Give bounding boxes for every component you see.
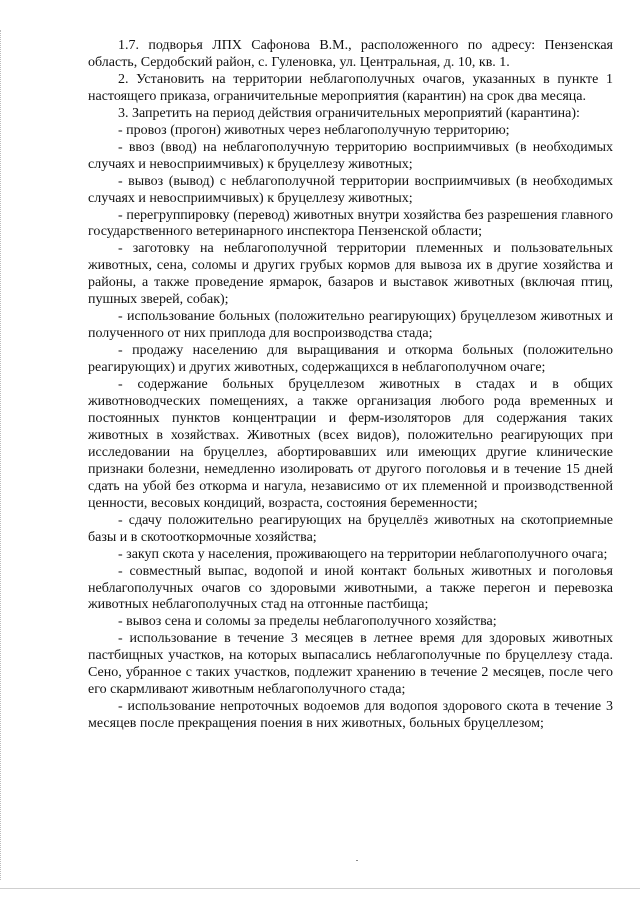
list-item-purchase-from-population: - закуп скота у населения, проживающего на территории неблагополучного очага;	[118, 546, 608, 562]
scan-edge-marks	[0, 30, 3, 880]
list-item-export: - вывоз (вывод) с неблагополучной территории восприимчивых (в необходимых случаях и невосприимчивых) к бруцеллезу животных;	[88, 173, 613, 206]
document-body	[88, 38, 613, 733]
paragraph-1-7-address: 1.7. подворья ЛПХ Сафонова В.М., расположенного по адресу: Пензенская область, Сердобский район, с. Гуленовка, ул. Центральная, д. 10, кв. 1.	[88, 38, 613, 70]
list-item-procurement: - заготовку на неблагополучной территории племенных и пользовательных животных, сена, соломы и других грубых кормов для вывоза их в другие хозяйства и районы, а также проведение ярмарок, базаров и выставок животных (включая птиц, пушных зверей, собак);	[88, 241, 613, 308]
list-item-stagnant-water: - использование непроточных водоемов для водопоя здорового скота в течение 3 месяцев после прекращения поения в них животных, больных бруцеллезом;	[88, 699, 613, 732]
paragraph-3-prohibitions: 3. Запретить на период действия ограничительных мероприятий (карантина):	[118, 105, 580, 121]
list-item-keeping-sick-animals: - содержание больных бруцеллезом животных в стадах и в общих животноводческих помещениях, а также организация любого рода временных и постоянных пунктов концентрации и ферм-изоляторов для содержания таких животных в хозяйствах. Животных (всех видов), положительно реагирующих при исследовании на бруцеллез, абортировавших или имеющих другие клинические признаки болезни, немедленно изолировать от другого поголовья и в течение 15 дней сдать на убой без откорма и нагула, независимо от их племенной и производственной ценности, весовых кондиций, возраста, состояния беременности;	[88, 377, 613, 511]
paragraph-2-quarantine: 2. Установить на территории неблагополучных очагов, указанных в пункте 1 настоящего приказа, ограничительные мероприятия (карантин) на срок два месяца.	[88, 71, 613, 104]
list-item-regrouping: - перегруппировку (перевод) животных внутри хозяйства без разрешения главного государственного ветеринарного инспектора Пензенской области;	[88, 207, 613, 240]
list-item-import: - ввоз (ввод) на неблагополучную территорию восприимчивых (в необходимых случаях и невосприимчивых) к бруцеллезу животных;	[88, 139, 613, 172]
list-item-sale-to-population: - продажу населению для выращивания и откорма больных (положительно реагирующих) и других животных, содержащихся в неблагополучном очаге;	[88, 343, 613, 376]
list-item-joint-grazing: - совместный выпас, водопой и иной контакт больных животных и поголовья неблагополучных очагов со здоровыми животными, а также перегон и перевозка животных неблагополучных стад на отгонные пастбища;	[88, 563, 613, 613]
scan-bottom-edge	[0, 888, 640, 889]
list-item-delivery-to-bases: - сдачу положительно реагирующих на бруцеллёз животных на скотоприемные базы и в скотооткормочные хозяйства;	[88, 512, 613, 545]
list-item-breeding-use: - использование больных (положительно реагирующих) бруцеллезом животных и полученного от них приплода для воспроизводства стада;	[88, 309, 613, 342]
list-item-hay-removal: - вывоз сена и соломы за пределы неблагополучного хозяйства;	[118, 614, 497, 630]
list-item-transit: - провоз (прогон) животных через неблагополучную территорию;	[118, 122, 510, 138]
scan-speck	[356, 860, 358, 861]
list-item-pasture-use: - использование в течение 3 месяцев в летнее время для здоровых животных пастбищных участков, на которых выпасались неблагополучные по бруцеллезу стада. Сено, убранное с таких участков, подлежит хранению в течение 2 месяцев, после чего его скармливают животным неблагополучного стада;	[88, 631, 613, 698]
